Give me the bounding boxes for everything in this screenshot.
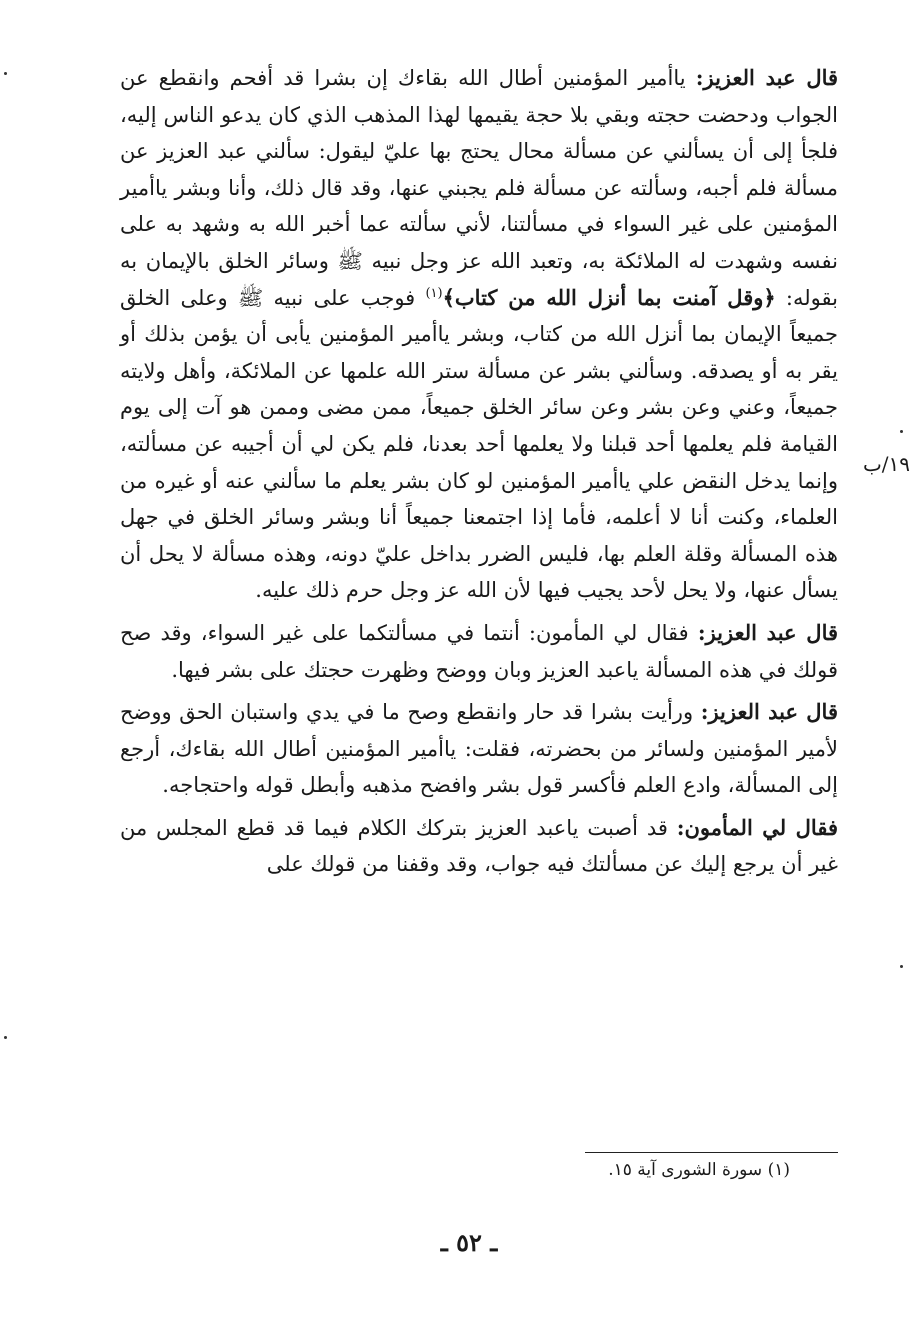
manuscript-folio-marker: ١٩/ب (862, 452, 910, 476)
paragraph-text: ورأيت بشرا قد حار وانقطع وصح ما في يدي واستبان الحق ووضح لأمير المؤمنين ولسائر من بحضرته، فقلت: ياأمير المؤمنين أطال الله بقاءك، أرجع إلى المسألة، وادع العلم فأكسر قول بشر وافضح مذهبه وأبطل قوله واحتجاجه. (120, 700, 838, 798)
paragraph (120, 615, 838, 688)
footnote: (١) سورة الشورى آية ١٥. (608, 1160, 790, 1180)
speaker-label: قال عبد العزيز: (700, 699, 838, 725)
paragraph (120, 694, 838, 804)
footnote-divider (585, 1152, 838, 1153)
scan-speck (900, 965, 903, 968)
paragraph (120, 60, 838, 609)
main-text (120, 60, 838, 883)
paragraph-text: قد أصبت ياعبد العزيز بتركك الكلام فيما قد قطع المجلس من غير أن يرجع إليك عن مسألتك فيه جواب، وقد وقفنا من قولك على (120, 815, 838, 877)
quran-quote: ﴿وقل آمنت بما أنزل الله من كتاب﴾ (442, 284, 776, 310)
paragraph-text: فقال لي المأمون: أنتما في مسألتكما على غير السواء، وقد صح قولك في هذه المسألة ياعبد العزيز وبان ووضح وظهرت حجتك على بشر فيها. (120, 620, 838, 682)
scan-speck (4, 72, 7, 75)
scan-speck (900, 430, 903, 433)
paragraph-text: فوجب على نبيه ﷺ وعلى الخلق جميعاً الإيمان بما أنزل الله من كتاب، وبشر ياأمير المؤمنين يأبى أن يؤمن بذلك أو يقر به أو يصدقه. وسألني بشر عن مسألة ستر الله علمها عن الملائكة، وأهل ولايته جميعاً، وعني وعن بشر وعن سائر الخلق جميعاً، ممن مضى وممن هو آت إلى يوم القيامة فلم يعلمها أحد قبلنا ولا يعلمها أحد بعدنا، فلم يكن لي أن أجيبه عن مسألته، وإنما يدخل النقض علي ياأمير المؤمنين لو كان بشر يعلم ما سألني عنه أو غيره من العلماء، وكنت أنا لا أعلمه، فأما إذا اجتمعنا جميعاً أنا وبشر وسائر الخلق في جهل هذه المسألة وقلة العلم بها، فليس الضرر بداخل عليّ دونه، وهذه مسألة لا يحل أن يسأل عنها، ولا يحل لأحد يجيب فيها لأن الله عز وجل حرم ذلك عليه. (120, 285, 838, 603)
paragraph-text: ياأمير المؤمنين أطال الله بقاءك إن بشرا قد أفحم وانقطع عن الجواب ودحضت حجته وبقي بلا حجة يقيمها لهذا المذهب الذي كان يدعو الناس إليه، فلجأ إلى أن يسألني عن مسألة محال يحتج بها عليّ ليقول: سألني عبد العزيز عن مسألة فلم أجبه، وسألته عن مسألة فلم يجبني عنها، وقد قال ذلك، وأنا وبشر ياأمير المؤمنين على غير السواء في مسألتنا، لأني سألته عما أخبر الله به وشهد به على نفسه وشهدت له الملائكة به، وتعبد الله عز وجل نبيه ﷺ وسائر الخلق بالإيمان به بقوله: (120, 66, 838, 310)
speaker-label: فقال لي المأمون: (676, 814, 838, 840)
speaker-label: قال عبد العزيز: (695, 65, 839, 90)
page-number: ـ ٥٢ ـ (440, 1228, 498, 1257)
paragraph (120, 810, 838, 883)
scan-speck (4, 1036, 7, 1039)
footnote-reference: (١) (425, 285, 443, 301)
speaker-label: قال عبد العزيز: (697, 619, 838, 645)
